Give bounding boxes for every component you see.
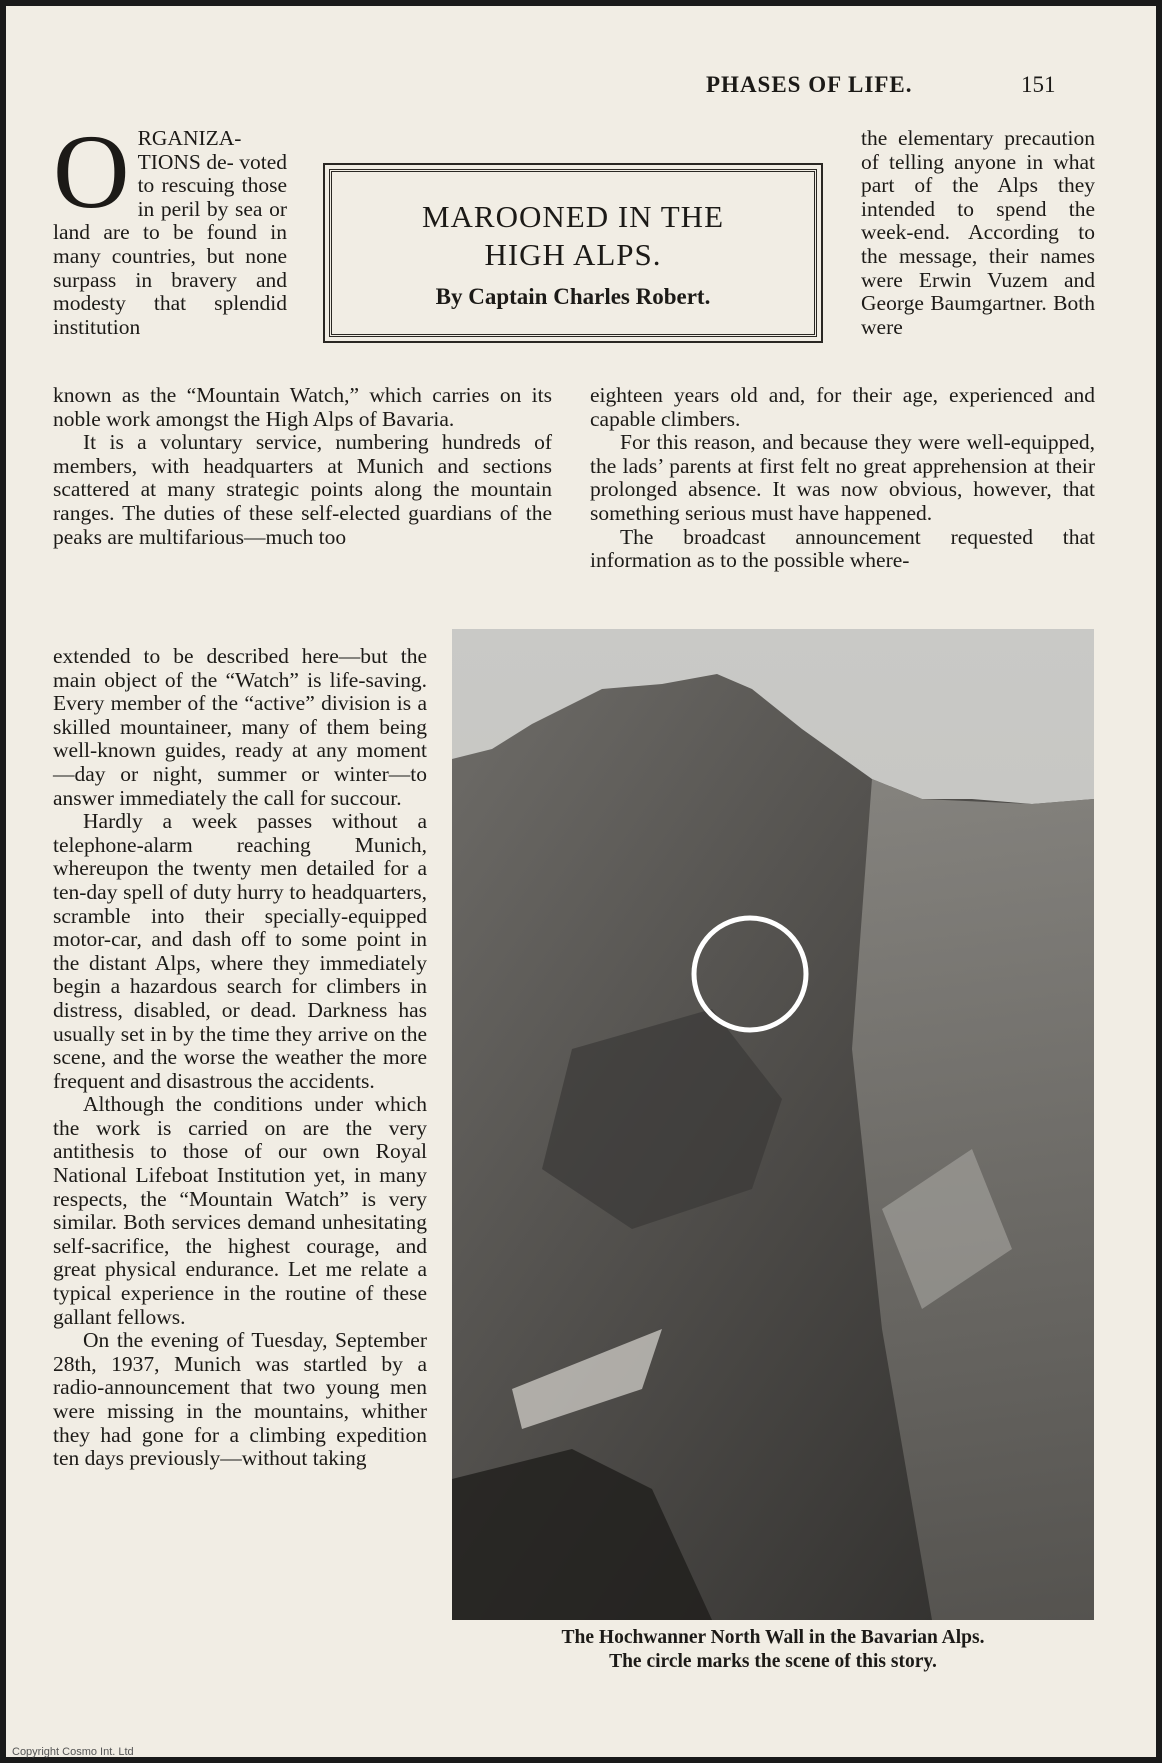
right-paragraph-3: The broadcast announcement requested that information as to the possible where- <box>590 524 1095 573</box>
caption-line-1: The Hochwanner North Wall in the Bavarian Alps. <box>561 1627 985 1648</box>
photo-caption <box>452 1626 1094 1674</box>
mountain-illustration <box>452 629 1094 1620</box>
paragraph-3: Hardly a week passes without a telephone-alarm reaching Munich, whereupon the twenty men detailed for a ten-day spell of duty hurry to headquarters, scramble into their specially-equipped motor-car, and dash off to some point in the distant Alps, where they immediately begin a hazardous search for climbers in distress, disabled, or dead. Darkness has usually set in by the time they arrive on the scene, and the worse the weather the more frequent and disastrous the accidents. <box>53 809 427 1093</box>
paragraph-2-start: It is a voluntary service, numbering hundreds of members, with headquarters at Munich and sections scattered at many strategic points along the mountain ranges. The duties of these self-elected guardians of the peaks are multifarious—much too <box>53 430 552 549</box>
right-mid-text: eighteen years old and, for their age, experienced and capable climbers. <box>590 383 1095 431</box>
intro-text: RGANIZA- TIONS de- voted to rescuing those in peril by sea or land are to be found in many countries, but none surpass in bravery and modesty that splendid institution <box>53 126 287 339</box>
title-line-1: MAROONED IN THE <box>421 199 725 234</box>
paragraph-4: Although the conditions under which the work is carried on are the very antithesis to those of our own Royal National Lifeboat Institution yet, in many respects, the “Mountain Watch” is very similar. Both services demand unhesitating self-sacrifice, the highest courage, and great physical endurance. Let me relate a typical experience in the routine of these gallant fellows. <box>53 1092 427 1329</box>
right-paragraph-2: For this reason, and because they were well-equipped, the lads’ parents at first felt no great apprehension at their prolonged absence. It was now obvious, however, that something serious must have happened. <box>590 430 1095 525</box>
byline: By Captain Charles Robert. <box>435 284 711 309</box>
article-title <box>332 198 814 274</box>
article-right-top-column <box>861 127 1095 339</box>
article-left-narrow-column <box>53 645 427 1471</box>
article-intro-column <box>53 113 287 339</box>
drop-cap: O <box>53 113 130 230</box>
title-box <box>329 169 817 337</box>
page-number: 151 <box>1021 72 1056 97</box>
paragraph-1-end: known as the “Mountain Watch,” which carries on its noble work amongst the High Alps of Bavaria. <box>53 383 552 431</box>
article-left-wide-column <box>53 384 552 549</box>
paragraph-2-end: extended to be described here—but the main object of the “Watch” is life-saving. Every member of the “active” division is a skilled mountaineer, many of them being well-known guides, ready at any moment—day or night, summer or winter—to answer immediately the call for succour. <box>53 644 427 810</box>
magazine-page <box>6 6 1156 1757</box>
right-top-text: the elementary precaution of telling anyone in what part of the Alps they intended to spend the week-end. According to the message, their names were Erwin Vuzem and George Baumgartner. Both were <box>861 126 1095 339</box>
running-title: PHASES OF LIFE. <box>706 72 913 97</box>
copyright-watermark: Copyright Cosmo Int. Ltd <box>12 1746 134 1758</box>
article-right-mid-column <box>590 384 1095 573</box>
caption-line-2: The circle marks the scene of this story. <box>609 1651 937 1672</box>
paragraph-5: On the evening of Tuesday, September 28th, 1937, Munich was startled by a radio-announcement that two young men were missing in the mountains, whither they had gone for a climbing expedition ten days previously—without taking <box>53 1328 427 1471</box>
title-line-2: HIGH ALPS. <box>484 237 662 272</box>
mountain-photo <box>452 629 1094 1620</box>
